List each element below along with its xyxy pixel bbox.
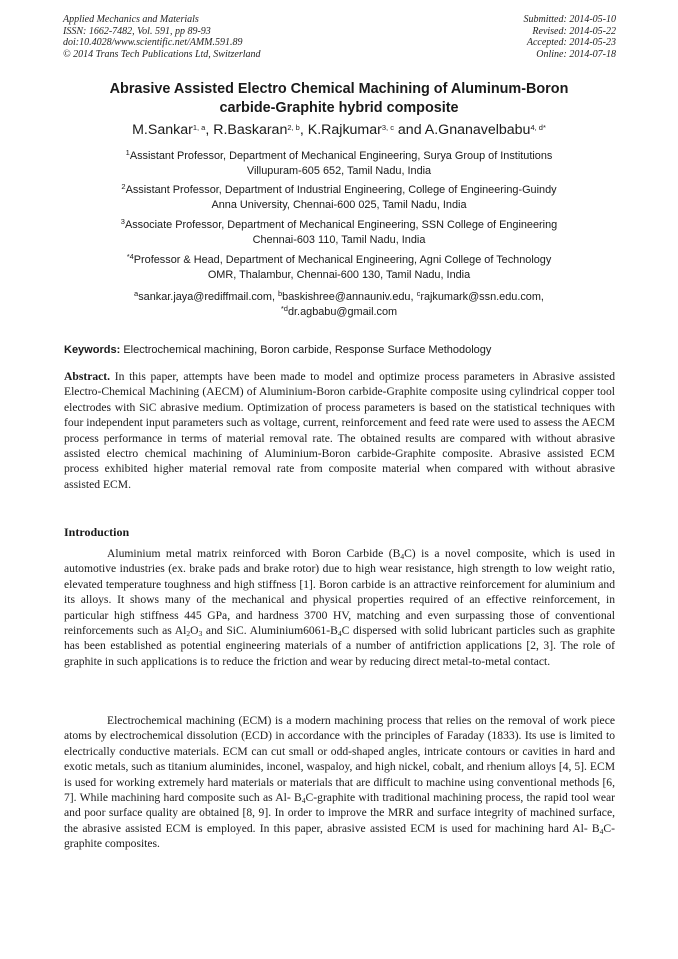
affiliation-mark: 1 (125, 148, 130, 157)
affiliation-mark: 2 (121, 182, 126, 191)
author-list: M.Sankar$^{1, a}$, R.Baskaran$^{2, b}$, K.Rajkumar$^{3, c}$ and A.Gnanavelbabu$^{4, d*}$ (132, 122, 546, 138)
affiliation (60, 218, 618, 248)
affiliation-mark: 3 (120, 217, 125, 226)
email-list: $^a$sankar.jaya@rediffmail.com, $^b$baskishree@annauniv.edu, $^c$rajkumark@ssn.edu.com, $^{*d}$dr.agbabu@gmail.com (134, 289, 544, 318)
affiliation-line: Chennai-603 110, Tamil Nadu, India (252, 234, 426, 246)
affiliation-line: OMR, Thalambur, Chennai-600 130, Tamil Nadu, India (207, 269, 471, 281)
affiliation (60, 183, 618, 213)
keywords (64, 343, 616, 357)
affiliation-mark: *4 (126, 252, 134, 261)
abstract-text: In this paper, attempts have been made to model and optimize process parameters in Abrasive assisted Electro-Chemical Machining (AECM) of Aluminium-Boron carbide-Graphite composite using cylindrical copper tool electrodes with SiC abrasive medium. Optimization of process parameters is based on the statistical techniques with four independent input parameters such as voltage, current, reinforcement and feed rate were used to assess the AECM process performance in terms of material removal rate. The obtained results are compared with without abrasive assisted electro chemical machining of Aluminium-Boron carbide-Graphite composite. Abrasive assisted ECM process exhibited higher material removal rate from composite material when compared with without abrasive assisted ECM. (64, 370, 615, 491)
author-name: A.Gnanavelbabu (424, 122, 531, 138)
copyright: © 2014 Trans Tech Publications Ltd, Switzerland (63, 48, 261, 60)
abstract (64, 369, 615, 492)
journal-meta (63, 14, 261, 60)
keywords-text: Electrochemical machining, Boron carbide, Response Surface Methodology (123, 344, 492, 356)
affiliation (60, 149, 618, 179)
author-name: R.Baskaran (213, 122, 288, 138)
intro-paragraph-2: Electrochemical machining (ECM) is a modern machining process that relies on the removal of work piece atoms by electrochemical dissolution (ECD) in accordance with the principles of Faraday (1833). Its use is limited to electrically conductive materials. ECM can cut small or odd-shaped angles, intricate contours or cavities in hard and exotic metals, such as titanium aluminides, inconel, waspaloy, and high nickel, cobalt, and rhenium alloys [4, 5]. ECM is used for working extremely hard materials or materials that are difficult to machine using conventional methods [6, 7]. While machining hard composite such as Al- $B_4C$-graphite with traditional machining process, the rapid tool wear and poor surface quality are obtained [8, 9]. In order to improve the MRR and surface integrity of machined surface, the abrasive assisted ECM is employed. In this paper, abrasive assisted ECM is used for machining hard Al- $B_4C$-graphite composites. (64, 714, 616, 851)
author-mark: 4, d* (530, 123, 546, 132)
affiliation-line: Assistant Professor, Department of Mechanical Engineering, Surya Group of Institutions (129, 150, 553, 162)
affiliation-line: Associate Professor, Department of Mechanical Engineering, SSN College of Engineering (124, 219, 558, 231)
email-link[interactable]: dr.agbabu@gmail.com (287, 306, 398, 318)
title-line: Abrasive Assisted Electro Chemical Machining of Aluminum-Boron (109, 81, 569, 97)
author-mark: 3, c (381, 123, 394, 132)
paper-title (60, 80, 618, 117)
email-link[interactable]: rajkumark@ssn.edu.com (420, 291, 541, 303)
section-heading: Introduction (64, 525, 130, 539)
author-name: K.Rajkumar (307, 122, 382, 138)
keywords-label: Keywords: (64, 344, 121, 356)
affiliation-line: Villupuram-605 652, Tamil Nadu, India (246, 165, 432, 177)
author-name: M.Sankar (132, 122, 193, 138)
accepted-date: Accepted: 2014-05-23 (526, 37, 616, 48)
email-link[interactable]: sankar.jaya@rediffmail.com (138, 291, 272, 303)
affiliation-line: Anna University, Chennai-600 025, Tamil Nadu, India (211, 199, 467, 211)
journal-name: Applied Mechanics and Materials (63, 14, 199, 25)
author-mark: 2, b (287, 123, 300, 132)
online-date: Online: 2014-07-18 (536, 48, 616, 60)
affiliation-line: Assistant Professor, Department of Industrial Engineering, College of Engineering-Guindy (125, 184, 557, 196)
revised-date: Revised: 2014-05-22 (532, 25, 616, 37)
affiliation-line: Professor & Head, Department of Mechanical Engineering, Agni College of Technology (133, 254, 552, 266)
issn: ISSN: 1662-7482, Vol. 591, pp 89-93 (63, 25, 211, 37)
abstract-label: Abstract. (64, 370, 111, 383)
title-line: carbide-Graphite hybrid composite (219, 99, 459, 116)
intro-paragraph-1: Aluminium metal matrix reinforced with Boron Carbide $(B_4C)$ is a novel composite, which is used in automotive industries (ex. brake pads and brake rotor) due to high wear resistance, high strength to low weight ratio, elevated temperature toughness and high stiffness [1]. Boron carbide is an attractive reinforcement for aluminium and its alloys. It shows many of the mechanical and physical properties required of an effective reinforcement, in particular high stiffness 445 GPa, and hardness 3700 HV, matching and even surpassing those of conventional reinforcements such as $Al_2O_3$ and SiC. $Aluminium6061-B_4C$ dispersed with solid lubricant particles such as graphite has been established as potential engineering materials of a number of antifriction applications [2, 3]. The role of graphite in such applications is to reduce the friction and wear by reducing direct metal-to-metal contact. (64, 547, 616, 668)
affiliation (60, 253, 618, 283)
doi: doi:10.4028/www.scientific.net/AMM.591.89 (63, 37, 243, 48)
email-link[interactable]: baskishree@annauniv.edu (282, 291, 411, 303)
submitted-date: Submitted: 2014-05-10 (523, 14, 616, 25)
author-mark: 1, a (192, 123, 206, 132)
history-dates (524, 14, 617, 60)
